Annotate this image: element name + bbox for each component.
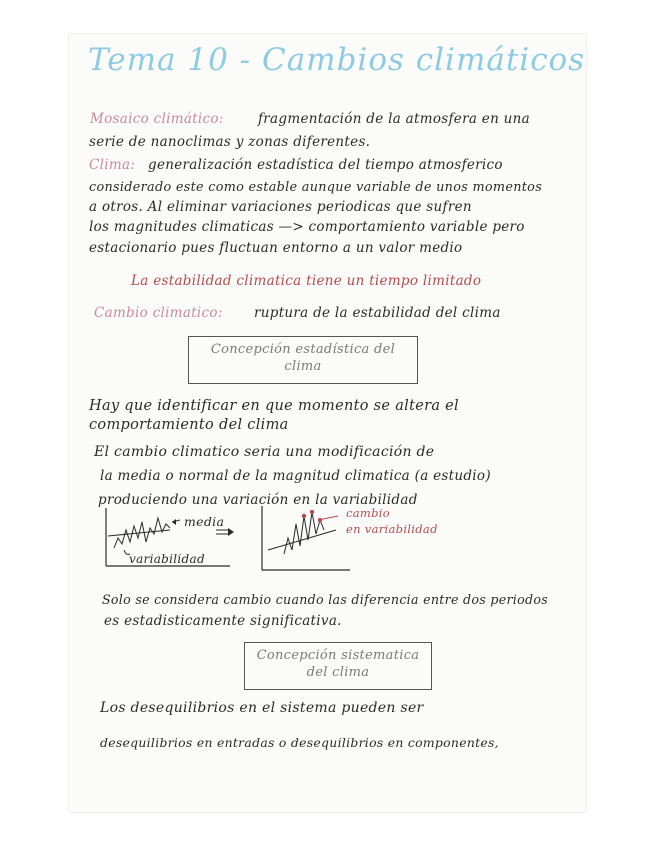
box-estadistica-line-2: clima [284, 359, 322, 374]
term-mosaico: Mosaico climático: [90, 111, 224, 127]
cambio-def: ruptura de la estabilidad del clima [254, 305, 501, 321]
para-2-line-1: El cambio climatico seria una modificación de [94, 444, 435, 460]
box-sistematica-line-1: Concepción sistematica [256, 648, 420, 663]
para-3-line-2: es estadisticamente significativa. [104, 613, 342, 629]
box-concepcion-sistematica [244, 642, 432, 690]
clima-line-1: generalización estadística del tiempo atmosferico [148, 157, 503, 173]
para-2-line-2: la media o normal de la magnitud climatica (a estudio) [100, 468, 491, 484]
term-cambio-climatico: Cambio climatico: [94, 305, 223, 321]
graph-label-media: media [184, 514, 225, 529]
box-concepcion-estadistica [188, 336, 418, 384]
clima-line-3: a otros. Al eliminar variaciones periodicas que sufren [89, 199, 472, 215]
clima-line-5: estacionario pues fluctuan entorno a un valor medio [89, 240, 463, 256]
para-1-line-2: comportamiento del clima [89, 417, 289, 433]
mosaico-def-1: fragmentación de la atmosfera en una [258, 111, 530, 127]
page-title: Tema 10 - Cambios climáticos [88, 42, 586, 78]
clima-line-4: los magnitudes climaticas —> comportamiento variable pero [89, 219, 525, 235]
mosaico-def-2: serie de nanoclimas y zonas diferentes. [89, 134, 371, 150]
para-3-line-1: Solo se considera cambio cuando las diferencia entre dos periodos [102, 592, 548, 607]
clima-line-2: considerado este como estable aunque variable de unos momentos [89, 180, 543, 195]
para-2-line-3: produciendo una variación en la variabilidad [98, 492, 418, 508]
para-4-line-1: Los desequilibrios en el sistema pueden ser [100, 700, 424, 716]
graph-label-cambio-2: en variabilidad [346, 522, 438, 536]
para-4-line-2: desequilibrios en entradas o desequilibrios en componentes, [100, 735, 499, 750]
graph-cambio-variabilidad [258, 502, 358, 577]
graph-label-variabilidad: variabilidad [129, 552, 205, 566]
box-estadistica-line-1: Concepción estadística del [210, 342, 396, 357]
graph-label-cambio-1: cambio [346, 506, 390, 520]
estabilidad-note: La estabilidad climatica tiene un tiempo limitado [131, 273, 482, 289]
term-clima: Clima: [89, 157, 136, 173]
box-sistematica-line-2: del clima [306, 665, 370, 680]
para-1-line-1: Hay que identificar en que momento se altera el [89, 398, 459, 414]
